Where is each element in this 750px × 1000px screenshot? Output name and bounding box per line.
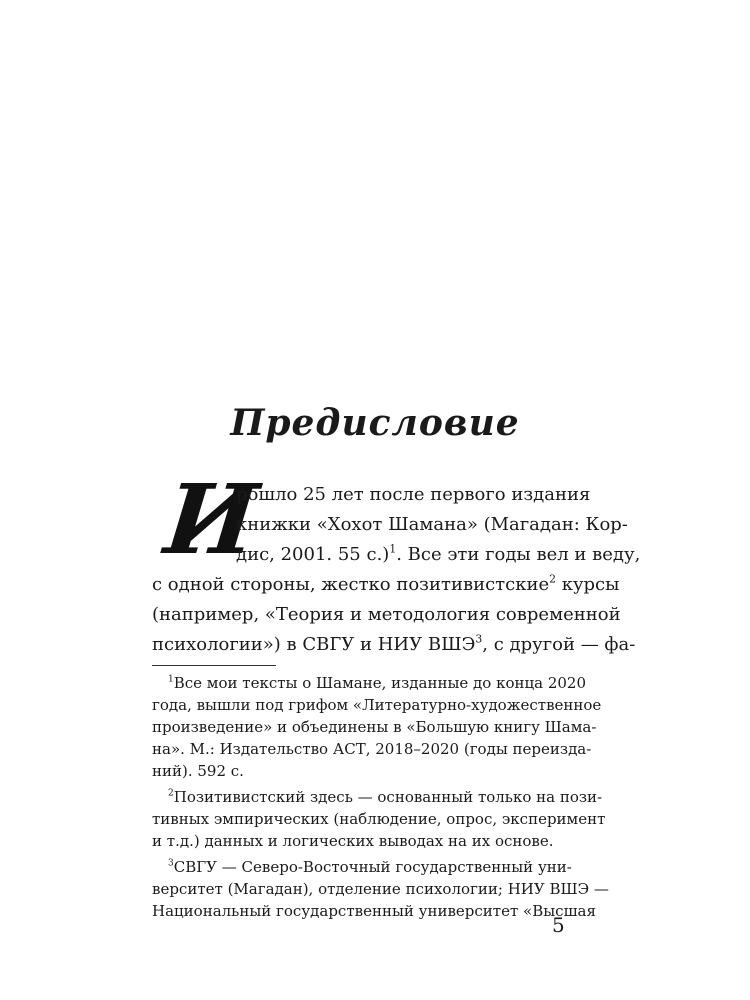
footnote-line: произведение» и объединены в «Большую книгу Шама- <box>152 718 597 736</box>
drop-cap: И <box>160 463 263 576</box>
footnote-text: СВГУ — Северо-Восточный государственный уни- <box>173 858 572 876</box>
footnote-separator <box>152 665 276 666</box>
footnote-line: года, вышли под грифом «Литературно-художественное <box>152 696 602 714</box>
body-line-text: . Все эти годы вел и веду, <box>396 544 641 565</box>
footnote-line: тивных эмпирических (наблюдение, опрос, эксперимент <box>152 810 606 828</box>
footnote-number: 3 <box>168 858 174 869</box>
body-line <box>152 630 636 660</box>
page-number: 5 <box>552 913 565 937</box>
footnote-line: верситет (Магадан), отделение психологии; НИУ ВШЭ — <box>152 880 609 898</box>
body-line: рошло 25 лет после первого издания <box>236 484 591 505</box>
footnote-line: ний). 592 с. <box>152 762 244 780</box>
body-line: книжки «Хохот Шамана» (Магадан: Кор- <box>236 514 628 535</box>
footnote-ref: 3 <box>475 632 483 646</box>
footnote-line <box>168 786 603 808</box>
body-line-text: с одной стороны, жестко позитивистские <box>152 574 550 595</box>
footnote-text: Позитивистский здесь — основанный только на пози- <box>173 788 603 806</box>
body-line-text: курсы <box>555 574 620 595</box>
body-line <box>236 540 641 570</box>
body-line-text: дис, 2001. 55 с.) <box>236 544 390 565</box>
body-line: (например, «Теория и методология современной <box>152 604 621 625</box>
chapter-title: Предисловие <box>230 402 520 444</box>
footnote-line: на». М.: Издательство АСТ, 2018–2020 (годы переизда- <box>152 740 592 758</box>
footnote-text: Все мои тексты о Шамане, изданные до конца 2020 <box>173 674 587 692</box>
footnote-ref: 1 <box>389 542 397 556</box>
footnote-line: и т.д.) данных и логических выводах на их основе. <box>152 832 554 850</box>
footnote-number: 1 <box>168 674 174 685</box>
body-line <box>152 570 620 600</box>
body-line-text: психологии») в СВГУ и НИУ ВШЭ <box>152 634 476 655</box>
footnote-number: 2 <box>168 788 174 799</box>
footnote-ref: 2 <box>549 572 556 586</box>
body-line-text: , с другой — фа- <box>482 634 636 655</box>
footnote-line <box>168 672 587 694</box>
footnote-line: Национальный государственный университет «Высшая <box>152 902 596 920</box>
footnote-line <box>168 856 570 878</box>
